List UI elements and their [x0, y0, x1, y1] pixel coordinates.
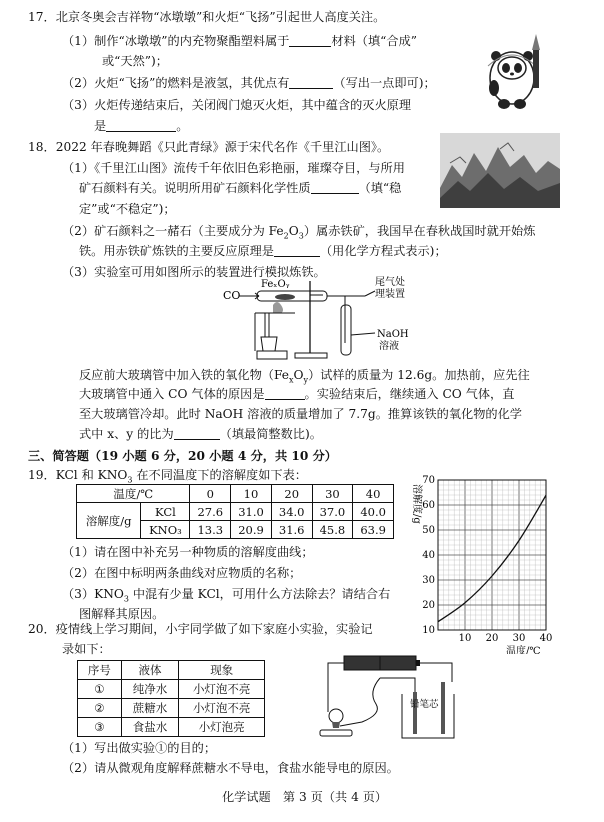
table-row [78, 699, 265, 718]
x-tick-label: 10 [458, 633, 472, 644]
y-tick-label: 20 [422, 600, 435, 611]
q18-part1-end: 定”或“不稳定”)； [79, 202, 176, 216]
page-footer: 化学试题 第 3 页（共 4 页） [222, 790, 388, 804]
tail-gas-label-1: 尾气处 [375, 277, 405, 288]
y-tick-label: 40 [422, 550, 435, 561]
q20-part1: （1）写出做实验①的目的； [62, 741, 217, 755]
table-cell: 小灯泡不亮 [179, 699, 265, 718]
table-row-label: KNO₃ [141, 521, 190, 539]
q20-part2: （2）请从微观角度解释蔗糖水不导电，食盐水能导电的原因。 [62, 761, 399, 775]
q17-part2: （2）火炬“飞扬”的燃料是液氢，其优点有 （写出一点即可)； [62, 76, 436, 90]
q18-part1-cont: 矿石颜料有关。说明所用矿石颜料化学性质 （填“稳 [79, 181, 402, 195]
y-tick-label: 60 [422, 500, 435, 511]
iron-oxide-label: FeₓOᵧ [261, 279, 290, 290]
lightbulb-icon [329, 709, 343, 723]
q17-part1-cont: 或“天然”)； [102, 54, 168, 68]
q17-part1: （1）制作“冰墩墩”的内充物聚酯塑料属于 材料（填“合成” [62, 34, 417, 48]
x-tick-label: 40 [539, 633, 553, 644]
table-cell: 34.0 [271, 503, 312, 521]
table-cell: 45.8 [312, 521, 353, 539]
y-tick-label: 10 [422, 625, 435, 636]
battery-icon [344, 656, 380, 670]
q17-part3: （3）火炬传递结束后，关闭阀门熄灭火炬，其中蕴含的灭火原理 [62, 98, 412, 112]
landscape-painting [440, 133, 560, 208]
table-cell: 40 [353, 485, 394, 503]
table-header: 现象 [179, 661, 265, 680]
table-cell: 食盐水 [121, 718, 179, 737]
mascot-illustration [482, 30, 554, 120]
x-tick-label: 30 [512, 633, 526, 644]
table-cell: 纯净水 [121, 680, 179, 699]
pencil-core-label: 铅笔芯 [410, 699, 439, 710]
experiment-table [77, 660, 265, 737]
table-cell: 20 [271, 485, 312, 503]
q18-result4: 式中 x、y 的比为 （填最简整数比)。 [79, 427, 322, 441]
q18-result3: 至大玻璃管冷却。此时 NaOH 溶液的质量增加了 7.7g。推算该铁的氧化物的化学 [79, 407, 522, 421]
q18-stem: 18．2022 年春晚舞蹈《只此青绿》源于宋代名作《千里江山图》。 [28, 140, 390, 154]
table-cell: 27.6 [190, 503, 231, 521]
naoh-solution-label: 溶液 [379, 341, 399, 352]
q20-stem-cont: 录如下： [62, 642, 111, 656]
table-cell: ③ [78, 718, 122, 737]
q18-part1: （1）《千里江山图》流传千年依旧色彩艳丽，璀璨夺目，与所用 [62, 161, 405, 175]
y-tick-label: 30 [422, 575, 435, 586]
table-header: 序号 [78, 661, 122, 680]
table-cell: 40.0 [353, 503, 394, 521]
tail-gas-label-2: 理装置 [375, 289, 405, 300]
q19-part1: （1）请在图中补充另一种物质的溶解度曲线； [62, 545, 314, 559]
table-cell: 13.3 [190, 521, 231, 539]
q19-stem: 19．KCl 和 $KNO_3$ 在不同温度下的溶解度如下表： [28, 468, 307, 485]
x-tick-label: 20 [485, 633, 499, 644]
chart-x-label: 温度/℃ [506, 646, 541, 654]
chart-y-label: 溶解度/g [411, 484, 422, 524]
q19-part2: （2）在图中标明两条曲线对应物质的名称； [62, 566, 302, 580]
table-cell: 20.9 [231, 521, 272, 539]
chart-grid [438, 480, 546, 630]
battery-icon [380, 656, 416, 670]
table-cell: 30 [312, 485, 353, 503]
q18-part3: （3）实验室可用如图所示的装置进行模拟炼铁。 [62, 265, 326, 279]
circuit-diagram [318, 652, 468, 744]
q19-part3: $(3)KNO_3$ 中混有少量 KCl，可用什么方法除去？请结合右 [62, 587, 391, 604]
q18-part2: （2）矿石颜料之一赭石（主要成分为 $Fe_2O_3$）属赤铁矿，我国早在春秋战国时就开始炼 [62, 224, 536, 241]
table-cell: 0 [190, 485, 231, 503]
solubility-chart [408, 472, 580, 654]
table-cell: 小灯泡亮 [179, 718, 265, 737]
table-cell: 31.0 [231, 503, 272, 521]
table-header: 液体 [121, 661, 179, 680]
q17-stem: 17．北京冬奥会吉祥物“冰墩墩”和火炬“飞扬”引起世人高度关注。 [28, 10, 386, 24]
q18-result1: 反应前大玻璃管中加入铁的氧化物$(Fe_xO_y)$试样的质量为 12.6g。加热前，应先往 [79, 368, 530, 385]
table-cell: 蔗糖水 [121, 699, 179, 718]
y-tick-label: 50 [422, 525, 435, 536]
y-tick-label: 70 [422, 475, 435, 486]
table-cell: 37.0 [312, 503, 353, 521]
table-row [78, 680, 265, 699]
table-cell: 10 [231, 485, 272, 503]
table-row-label: KCl [141, 503, 190, 521]
q18-result2: 大玻璃管中通入 CO 气体的原因是 。实验结束后，继续通入 CO 气体，直 [79, 387, 515, 401]
table-cell: ② [78, 699, 122, 718]
q18-part2-cont: 铁。用赤铁矿炼铁的主要反应原理是 （用化学方程式表示)； [79, 244, 447, 258]
smelting-apparatus [215, 273, 425, 365]
naoh-label: NaOH [377, 329, 409, 340]
table-cell: ① [78, 680, 122, 699]
q20-stem: 20．疫情线上学习期间，小宇同学做了如下家庭小实验，实验记 [28, 622, 373, 636]
co-label: CO [223, 289, 241, 302]
section-title: 三、简答题（19 小题 6 分，20 小题 4 分，共 10 分） [28, 449, 337, 463]
table-row [78, 718, 265, 737]
table-cell: 63.9 [353, 521, 394, 539]
table-header-temp: 温度/℃ [77, 485, 190, 503]
q19-part3-cont: 图解释其原因。 [79, 607, 165, 621]
table-header-solubility: 溶解度/g [77, 503, 141, 539]
q17-part3-cont: 是 。 [94, 119, 189, 133]
table-cell: 小灯泡不亮 [179, 680, 265, 699]
table-cell: 31.6 [271, 521, 312, 539]
solubility-table [76, 484, 394, 539]
